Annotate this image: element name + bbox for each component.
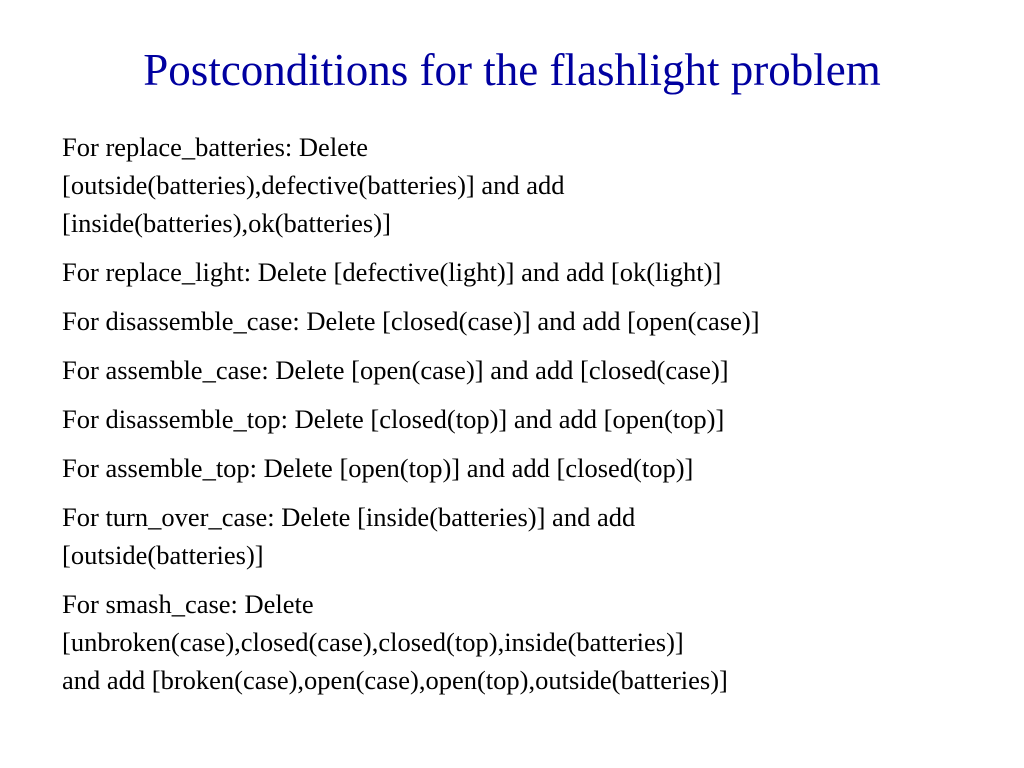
list-item-line: [inside(batteries),ok(batteries)] [62, 208, 391, 238]
list-item-line: For assemble_case: Delete [open(case)] and add [closed(case)] [62, 355, 729, 385]
list-item-line: For disassemble_top: Delete [closed(top)] and add [open(top)] [62, 404, 725, 434]
list-item-line: [outside(batteries)] [62, 540, 264, 570]
list-item-disassemble-top [62, 400, 1002, 438]
list-item-turn-over-case [62, 498, 1002, 574]
list-item-line: For disassemble_case: Delete [closed(case)] and add [open(case)] [62, 306, 760, 336]
list-item-line: For assemble_top: Delete [open(top)] and add [closed(top)] [62, 453, 694, 483]
list-item-line: [outside(batteries),defective(batteries)] and add [62, 170, 565, 200]
list-item-line: and add [broken(case),open(case),open(top),outside(batteries)] [62, 665, 728, 695]
list-item-assemble-top [62, 449, 1002, 487]
list-item-line: [unbroken(case),closed(case),closed(top),inside(batteries)] [62, 627, 684, 657]
list-item-disassemble-case [62, 302, 1002, 340]
postconditions-list [62, 128, 1002, 710]
list-item-assemble-case [62, 351, 1002, 389]
list-item-line: For replace_light: Delete [defective(light)] and add [ok(light)] [62, 257, 722, 287]
list-item-smash-case [62, 585, 1002, 699]
list-item-line: For turn_over_case: Delete [inside(batteries)] and add [62, 502, 636, 532]
list-item-replace-light [62, 253, 1002, 291]
list-item-replace-batteries [62, 128, 1002, 242]
slide-title: Postconditions for the flashlight problem [143, 45, 881, 95]
list-item-line: For smash_case: Delete [62, 589, 314, 619]
list-item-line: For replace_batteries: Delete [62, 132, 369, 162]
